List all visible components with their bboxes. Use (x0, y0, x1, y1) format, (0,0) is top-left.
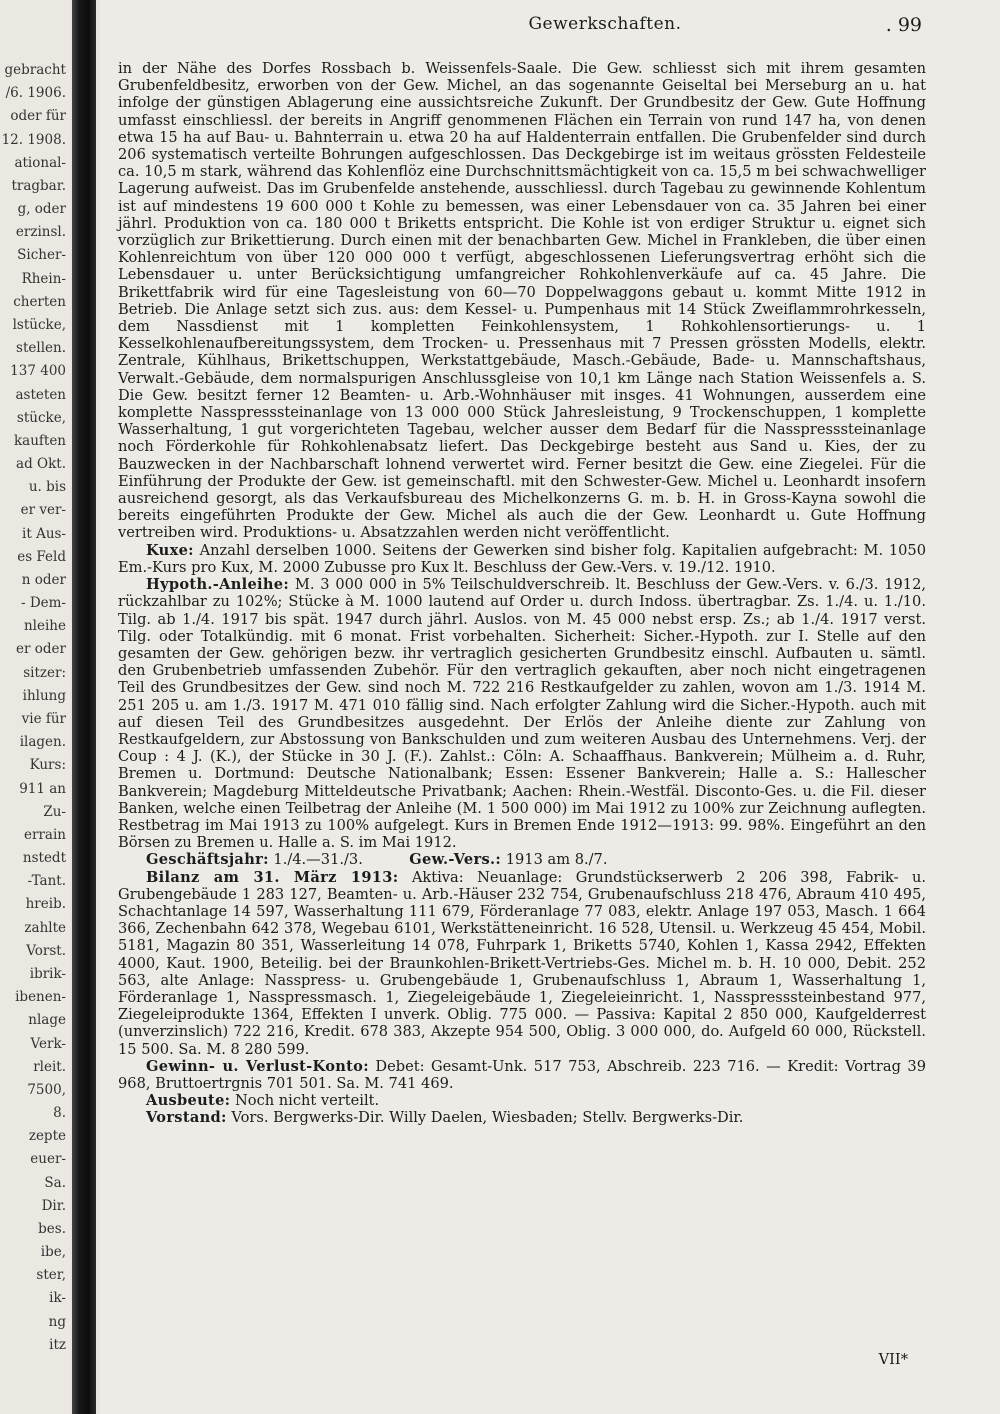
margin-fragment: Kurs: (29, 757, 66, 773)
previous-page-margin (0, 0, 70, 1414)
book-binding-shadow (72, 0, 96, 1414)
margin-fragment: 12. 1908. (1, 132, 66, 148)
margin-fragment: erzinsl. (15, 224, 66, 240)
margin-fragment: -Tant. (27, 873, 66, 889)
bilanz-text: Aktiva: Neuanlage: Grundstückserwerb 2 206 398, Fabrik- u. Grubengebäude 1 283 127, Beamten- u. Arb.-Häuser 232 754, Grubenaufschluss 218 476, Abraum 410 495, Schachtanlage 14 597, Wasserhaltung 111 679, Förderanlage 77 083, elektr. Anlage 197 053, Masch. 1 664 366, Zechenbahn 642 378, Wegebau 6101, Werkstätteneinricht. 16 528, Utensil. u. Werkzeug 45 454, Mobil. 5181, Magazin 80 351, Wasserleitung 14 078, Fuhrpark 1, Briketts 5740, Kohlen 1, Kassa 2942, Effekten 4000, Kaut. 1900, Beteilig. bei der Braunkohlen-Brikett-Vertriebs-Ges. Michel m. b. H. 10 000, Debit. 252 563, alte Anlage: Nasspress- u. Grubengebäude 1, Grubenaufschluss 1, Abraum 1, Wasserhaltung 1, Förderanlage 1, Nasspressmasch. 1, Ziegeleigebäude 1, Ziegeleieinricht. 1, Nasspresssteinbestand 977, Ziegeleiprodukte 1364, Effekten I unverk. Oblig. 775 000. — Passiva: Kapital 2 850 000, Kaufgelderrest (unverzinslich) 722 216, Kredit. 678 383, Akzepte 954 500, Oblig. 3 000 000, do. Aufgeld 60 000, Rückstell. 15 500. Sa. M. 8 280 599. (118, 868, 927, 1058)
margin-fragment: Sicher- (17, 247, 66, 263)
ausbeute-text: Noch nicht verteilt. (235, 1092, 380, 1110)
anleihe-text: M. 3 000 000 in 5% Teilschuldverschreib. lt. Beschluss der Gew.-Vers. v. 6./3. 1912, rückzahlbar zu 102%; Stücke à M. 1000 lautend auf Order u. durch Indoss. übertragbar. Zs. 1./4. u. 1./10. Tilg. ab 1./4. 1917 bis spät. 1947 durch jährl. Auslos. von M. 45 000 nebst ersp. Zs.; ab 1./4. 1917 verst. Tilg. oder Totalkündig. mit 6 monat. Frist vorbehalten. Sicherheit: Sicher.-Hypoth. zur I. Stelle auf den gesamten der Gew. gehörigen bezw. ihr vertraglich gesicherten Grundbesitz einschl. Aufbauten u. sämtl. den Grubenbetrieb umfassenden Zubehör. Für den vertraglich gekauften, aber noch nicht eingetragenen Teil des Grundbesitzes der Gew. sind noch M. 722 216 Restkaufgelder zu zahlen, wovon am 1./3. 1914 M. 251 205 u. am 1./3. 1917 M. 471 010 fällig sind. Nach erfolgter Zahlung wird die Sicher.-Hypoth. auch mit auf diesen Teil des Grundbesitzes ausgedehnt. Der Erlös der Anleihe diente zur Zahlung von Restkaufgeldern, zur Abstossung von Bankschulden und zum weiteren Ausbau des Unternehmens. Verj. der Coup : 4 J. (K.), der Stücke in 30 J. (F.). Zahlst.: Cöln: A. Schaaffhaus. Bankverein; Mülheim a. d. Ruhr, Bremen u. Dortmund: Deutsche Nationalbank; Essen: Essener Bankverein; Halle a. S.: Hallescher Bankverein; Magdeburg Mitteldeutsche Privatbank; Aachen: Rhein.-Westfäl. Disconto-Ges. u. die Fil. dieser Banken, welche einen Teilbetrag der Anleihe (M. 1 500 000) im Mai 1912 zu 100% zur Zeichnung auflegten. Restbetrag im Mai 1913 zu 100% aufgelegt. Kurs in Bremen Ende 1912—1913: 99. 98%. Eingeführt an den Börsen zu Bremen u. Halle a. S. im Mai 1912. (118, 576, 926, 852)
margin-fragment: nstedt (22, 850, 66, 866)
gewvers-label: Gew.-Vers.: (409, 851, 502, 869)
margin-fragment: ad Okt. (16, 456, 66, 472)
margin-fragment: ng (48, 1314, 66, 1330)
margin-fragment: rleit. (33, 1059, 66, 1075)
margin-fragment: nleihe (23, 618, 66, 634)
margin-fragment: Dir. (41, 1198, 66, 1214)
margin-fragment: n oder (21, 572, 66, 588)
margin-fragment: ibenen- (15, 989, 66, 1005)
ausbeute-section (118, 1092, 926, 1109)
margin-fragment: u. bis (28, 479, 66, 495)
margin-fragment: Sa. (44, 1175, 66, 1191)
margin-fragment: ibrik- (29, 966, 66, 982)
margin-fragment: oder für (10, 108, 66, 124)
ausbeute-label: Ausbeute: (146, 1092, 231, 1110)
margin-fragment: tragbar. (11, 178, 66, 194)
margin-fragment: Vorst. (26, 943, 66, 959)
page-number: . 99 (885, 14, 922, 36)
intro-paragraph: in der Nähe des Dorfes Rossbach b. Weissenfels-Saale. Die Gew. schliesst sich mit ihrem gesamten Grubenfeldbesitz, erworben von der Gew. Michel, an das sogenannte Geiseltal bei Merseburg an u. hat infolge der günstigen Ablagerung eine aussichtsreiche Zukunft. Der Grundbesitz der Gew. Gute Hoffnung umfasst einschliessl. der bereits in Angriff genommenen Flächen ein Terrain von rund 147 ha, von denen etwa 15 ha auf Bau- u. Bahnterrain u. etwa 20 ha auf Haldenterrain entfallen. Die Grubenfelder sind durch 206 systematisch verteilte Bohrungen aufgeschlossen. Das Deckgebirge ist im weitaus grössten Feldesteile ca. 10,5 m stark, während das Kohlenflöz eine Durchschnittsmächtigkeit von ca. 15,5 m bei schwachwelliger Lagerung aufweist. Das im Grubenfelde anstehende, ausschliessl. durch Tagebau zu gewinnende Kohlentum ist auf mindestens 19 600 000 t Kohle zu bemessen, was einer Lebensdauer von ca. 35 Jahren bei einer jährl. Produktion von ca. 180 000 t Briketts entspricht. Die Kohle ist von erdiger Struktur u. eignet sich vorzüglich zur Brikettierung. Durch einen mit der benachbarten Gew. Michel in Frankleben, die über einen Kohlenreichtum von über 120 000 000 t verfügt, abgeschlossenen Lieferungsvertrag erhöht sich die Lebensdauer u. unter Berücksichtigung umfangreicher Rohkohlenverkäufe auf ca. 45 Jahre. Die Brikettfabrik wird für eine Tagesleistung von 60—70 Doppelwaggons gebaut u. kommt Mitte 1912 in Betrieb. Die Anlage setzt sich zus. aus: dem Kessel- u. Pumpenhaus mit 14 Stück Zweiflammrohrkesseln, dem Nassdienst mit 1 kompletten Feinkohlensystem, 1 Rohkohlensortierungs- u. 1 Kesselkohlenaufbereitungssystem, dem Trocken- u. Pressenhaus mit 7 Pressen grössten Modells, elektr. Zentrale, Kühlhaus, Brikettschuppen, Werkstattgebäude, Masch.-Gebäude, Bade- u. Mannschaftshaus, Verwalt.-Gebäude, dem normalspurigen Anschlussgleise von 10,1 km Länge nach Station Weissenfels a. S. Die Gew. besitzt ferner 12 Beamten- u. Arb.-Wohnhäuser mit insges. 41 Wohnungen, ausserdem eine komplette Nasspresssteinanlage von 13 000 000 Stück Jahresleistung, 9 Trockenschuppen, 1 komplette Wasserhaltung, 1 gut vorgerichteten Tagebau, welcher ausser dem Bedarf für die Nasspresssteinanlage noch Förderkohle für Rohkohlenabsatz liefert. Das Deckgebirge besteht aus Sand u. Kies, der zu Bauzwecken in der Nachbarschaft lohnend verwertet wird. Ferner besitzt die Gew. eine Ziegelei. Für die Einführung der Produkte der Gew. ist gemeinschaftl. mit den Schwester-Gew. Michel u. Leonhardt insofern ausreichend gesorgt, als das Verkaufsbureau des Michelkonzerns G. m. b. H. in Gross-Kayna sowohl die bereits eingeführten Produkte der Gew. Michel als auch die der Gew. Leonhardt u. Gute Hoffnung vertreiben wird. Produktions- u. Absatzzahlen werden nicht veröffentlicht. (118, 60, 926, 542)
margin-fragment: it Aus- (22, 526, 66, 542)
kuxe-section (118, 542, 926, 576)
margin-fragment: Zu- (43, 804, 66, 820)
margin-fragment: zahlte (24, 920, 66, 936)
margin-fragment: Rhein- (21, 271, 66, 287)
margin-fragment: es Feld (17, 549, 66, 565)
margin-fragment: sitzer: (23, 665, 66, 681)
vorstand-label: Vorstand: (146, 1109, 227, 1127)
margin-fragment: ik- (49, 1290, 66, 1306)
signature-mark: VII* (878, 1351, 908, 1368)
margin-fragment: zepte (28, 1128, 66, 1144)
kuxe-label: Kuxe: (146, 541, 194, 559)
gewinn-label: Gewinn- u. Verlust-Konto: (146, 1057, 369, 1075)
margin-fragment: 7500, (27, 1082, 66, 1098)
margin-fragment: stellen. (16, 340, 66, 356)
anleihe-label: Hypoth.-Anleihe: (146, 576, 290, 594)
geschaeftsjahr-value: 1./4.—31./3. (273, 851, 363, 869)
gewinn-section (118, 1058, 926, 1092)
margin-fragment: stücke, (16, 410, 66, 426)
margin-fragment: hreib. (25, 896, 66, 912)
bilanz-section (118, 869, 926, 1058)
anleihe-section (118, 576, 926, 851)
margin-fragment: lstücke, (12, 317, 66, 333)
gewvers-value: 1913 am 8./7. (505, 851, 608, 869)
margin-fragment: Verk- (30, 1036, 66, 1052)
margin-fragment: gebracht (4, 62, 66, 78)
margin-fragment: g, oder (17, 201, 66, 217)
margin-fragment: errain (24, 827, 66, 843)
margin-fragment: ibe, (40, 1244, 66, 1260)
margin-fragment: ihlung (22, 688, 66, 704)
margin-fragment: 8. (53, 1105, 66, 1121)
margin-fragment: ster, (36, 1267, 66, 1283)
geschaeftsjahr-line (118, 851, 926, 868)
kuxe-text: Anzahl derselben 1000. Seitens der Gewerken sind bisher folg. Kapitalien aufgebracht: M. 1050 Em.-Kurs pro Kux, M. 2000 Zubusse pro Kux lt. Beschluss der Gew.-Vers. v. 19./12. 1910. (118, 541, 926, 576)
margin-fragment: - Dem- (20, 595, 66, 611)
gewinn-text: Debet: Gesamt-Unk. 517 753, Abschreib. 223 716. — Kredit: Vortrag 39 968, Bruttoertrgnis 701 501. Sa. M. 741 469. (118, 1057, 926, 1092)
margin-fragment: 911 an (19, 781, 66, 797)
margin-fragment: 137 400 (10, 363, 66, 379)
bilanz-label: Bilanz am 31. März 1913: (146, 868, 399, 886)
margin-fragment: cherten (13, 294, 66, 310)
margin-fragment: euer- (30, 1151, 66, 1167)
margin-fragment: vie für (21, 711, 66, 727)
page-body (118, 60, 926, 1127)
running-head: Gewerkschaften. (528, 14, 682, 34)
margin-fragment: bes. (38, 1221, 66, 1237)
margin-fragment: kauften (13, 433, 66, 449)
geschaeftsjahr-label: Geschäftsjahr: (146, 851, 269, 869)
margin-fragment: er oder (16, 641, 66, 657)
margin-fragment: ational- (14, 155, 66, 171)
margin-fragment: ilagen. (19, 734, 66, 750)
vorstand-text: Vors. Bergwerks-Dir. Willy Daelen, Wiesbaden; Stellv. Bergwerks-Dir. (231, 1109, 744, 1127)
margin-fragment: asteten (15, 387, 66, 403)
vorstand-section (118, 1109, 926, 1126)
margin-fragment: er ver- (20, 502, 66, 518)
margin-fragment: /6. 1906. (5, 85, 66, 101)
margin-fragment: itz (49, 1337, 66, 1353)
book-page (100, 0, 1000, 1414)
margin-fragment: nlage (28, 1012, 66, 1028)
